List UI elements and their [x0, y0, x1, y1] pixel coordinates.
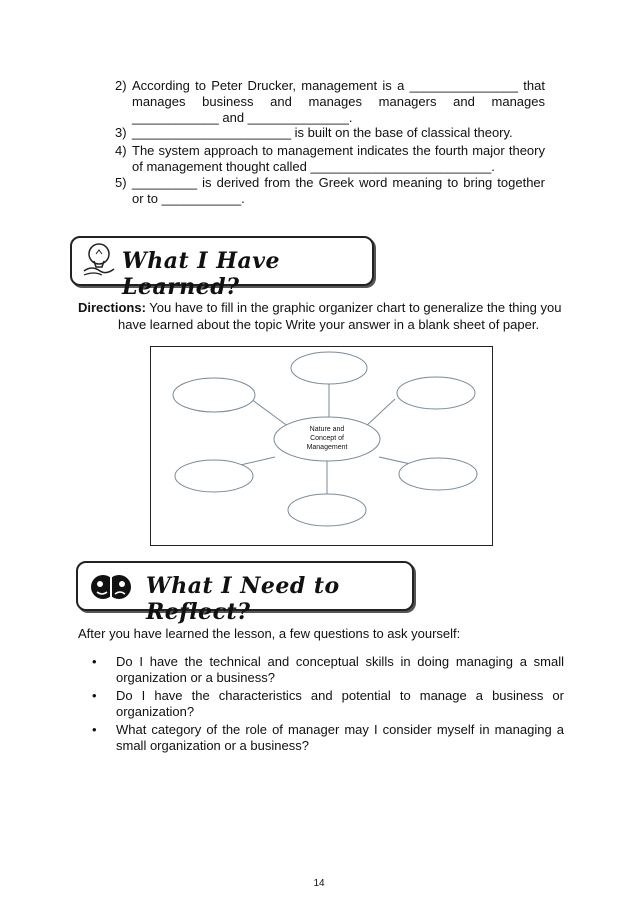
graphic-organizer: [150, 346, 493, 546]
learned-banner-title: What I Have Learned?: [122, 248, 281, 300]
organizer-bubble-top-left: [173, 378, 255, 412]
organizer-bubble-bottom: [288, 494, 366, 526]
organizer-bubble-top: [291, 352, 367, 384]
question-2: [115, 78, 545, 126]
reflect-question-text: Do I have the technical and conceptual skills in doing managing a small organization or a business?: [116, 654, 564, 685]
question-number: 3): [115, 125, 127, 140]
list-item: [92, 722, 564, 754]
reflect-intro: After you have learned the lesson, a few questions to ask yourself:: [78, 626, 461, 641]
question-number: 4): [115, 143, 127, 158]
question-text: According to Peter Drucker, management is a _______________ that manages business and manages managers and manages ____________ and ______________.: [132, 78, 545, 125]
question-text: _________ is derived from the Greek word meaning to bring together or to ___________.: [132, 175, 545, 206]
question-number: 2): [115, 78, 127, 93]
directions-label: Directions:: [78, 300, 146, 315]
reflect-question-list: [92, 654, 564, 756]
organizer-bubble-bottom-left: [175, 460, 253, 492]
directions-line-2: have learned about the topic Write your answer in a blank sheet of paper.: [118, 317, 540, 332]
reflect-banner: [76, 561, 414, 625]
list-item: [92, 688, 564, 720]
page-number: 14: [313, 878, 325, 889]
connector-line: [365, 399, 395, 427]
reflect-question-text: Do I have the characteristics and potential to manage a business or organization?: [116, 688, 564, 719]
organizer-center-label-2: Concept of: [310, 435, 344, 442]
connector-line: [251, 399, 289, 427]
organizer-bubble-top-right: [397, 377, 475, 409]
question-5: [115, 175, 545, 207]
reflect-banner-title: What I Need to Reflect?: [146, 573, 340, 625]
reflect-question-text: What category of the role of manager may I consider myself in managing a small organization or a business?: [116, 722, 564, 753]
directions: [78, 299, 568, 333]
organizer-diagram: [151, 347, 492, 545]
directions-line-1: You have to fill in the graphic organizer chart to generalize the thing you: [145, 300, 562, 315]
question-3: [115, 125, 545, 141]
lightbulb-hand-icon: [82, 241, 116, 282]
organizer-center-label-1: Nature and: [309, 426, 345, 433]
learned-banner: [70, 236, 374, 300]
bullet-icon: •: [92, 722, 97, 737]
bullet-icon: •: [92, 654, 97, 669]
organizer-center-label-3: Management: [306, 444, 348, 451]
question-number: 5): [115, 175, 127, 190]
question-text: ______________________ is built on the base of classical theory.: [132, 125, 513, 140]
question-text: The system approach to management indicates the fourth major theory of management thought called _________________________.: [132, 143, 545, 174]
thinking-faces-icon: [90, 570, 132, 607]
bullet-icon: •: [92, 688, 97, 703]
organizer-bubble-bottom-right: [399, 458, 477, 490]
question-4: [115, 143, 545, 175]
list-item: [92, 654, 564, 686]
